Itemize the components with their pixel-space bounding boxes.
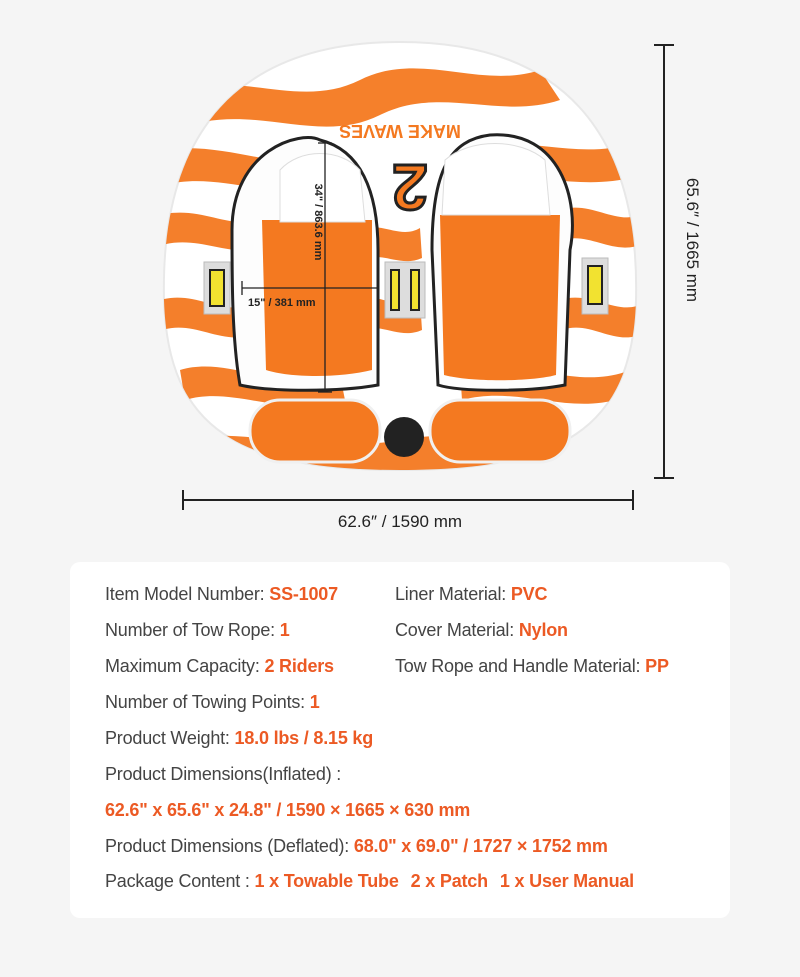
spec-package-label: Package Content : (105, 871, 255, 891)
spec-package (105, 871, 634, 892)
spec-package-item-2: 2 x Patch (410, 871, 488, 891)
spec-towing-points (105, 692, 320, 713)
height-dimension-line (654, 45, 674, 478)
spec-towing-points-label: Number of Towing Points: (105, 692, 310, 712)
spec-capacity-label: Maximum Capacity: (105, 656, 265, 676)
spec-cover-label: Cover Material: (395, 620, 519, 640)
tow-point (384, 417, 424, 457)
spec-handle-value: PP (645, 656, 669, 676)
spec-capacity (105, 656, 334, 677)
spec-tow-rope (105, 620, 290, 641)
number-mark: 2 (392, 151, 428, 223)
brand-text: MAKE WAVES (339, 121, 461, 141)
spec-cover-value: Nylon (518, 620, 568, 640)
spec-handle (395, 656, 669, 677)
spec-handle-label: Tow Rope and Handle Material: (395, 656, 646, 676)
spec-liner-value: PVC (510, 584, 548, 604)
seat-length-label: 34" / 863.6 mm (312, 183, 324, 261)
left-seat (232, 138, 378, 391)
spec-inflated-value (105, 800, 470, 821)
seat-width-label: 15" / 381 mm (248, 297, 316, 309)
spec-liner-label: Liner Material: (395, 584, 511, 604)
spec-liner (395, 584, 547, 605)
spec-towing-points-value: 1 (309, 692, 320, 712)
right-seat (432, 135, 572, 391)
spec-package-item-3: 1 x User Manual (499, 871, 634, 891)
spec-weight-value: 18.0 lbs / 8.15 kg (234, 728, 374, 748)
spec-weight-label: Product Weight: (105, 728, 235, 748)
spec-deflated-value: 68.0" x 69.0" / 1727 × 1752 mm (353, 836, 608, 856)
spec-model-label: Item Model Number: (105, 584, 270, 604)
spec-tow-rope-label: Number of Tow Rope: (105, 620, 280, 640)
spec-weight (105, 728, 373, 749)
spec-cover (395, 620, 568, 641)
spec-capacity-value: 2 Riders (264, 656, 334, 676)
spec-tow-rope-value: 1 (279, 620, 290, 640)
spec-deflated (105, 836, 608, 857)
spec-package-item-1: 1 x Towable Tube (254, 871, 399, 891)
width-dimension-line (183, 490, 633, 510)
spec-model-value: SS-1007 (269, 584, 338, 604)
spec-model (105, 584, 338, 605)
spec-inflated-value-text: 62.6" x 65.6" x 24.8" / 1590 × 1665 × 630 mm (105, 800, 471, 820)
spec-inflated-label: Product Dimensions(Inflated) : (105, 764, 342, 784)
width-label: 62.6″ / 1590 mm (337, 512, 463, 531)
spec-deflated-label: Product Dimensions (Deflated): (105, 836, 354, 856)
height-label: 65.6″ / 1665 mm (683, 177, 702, 303)
